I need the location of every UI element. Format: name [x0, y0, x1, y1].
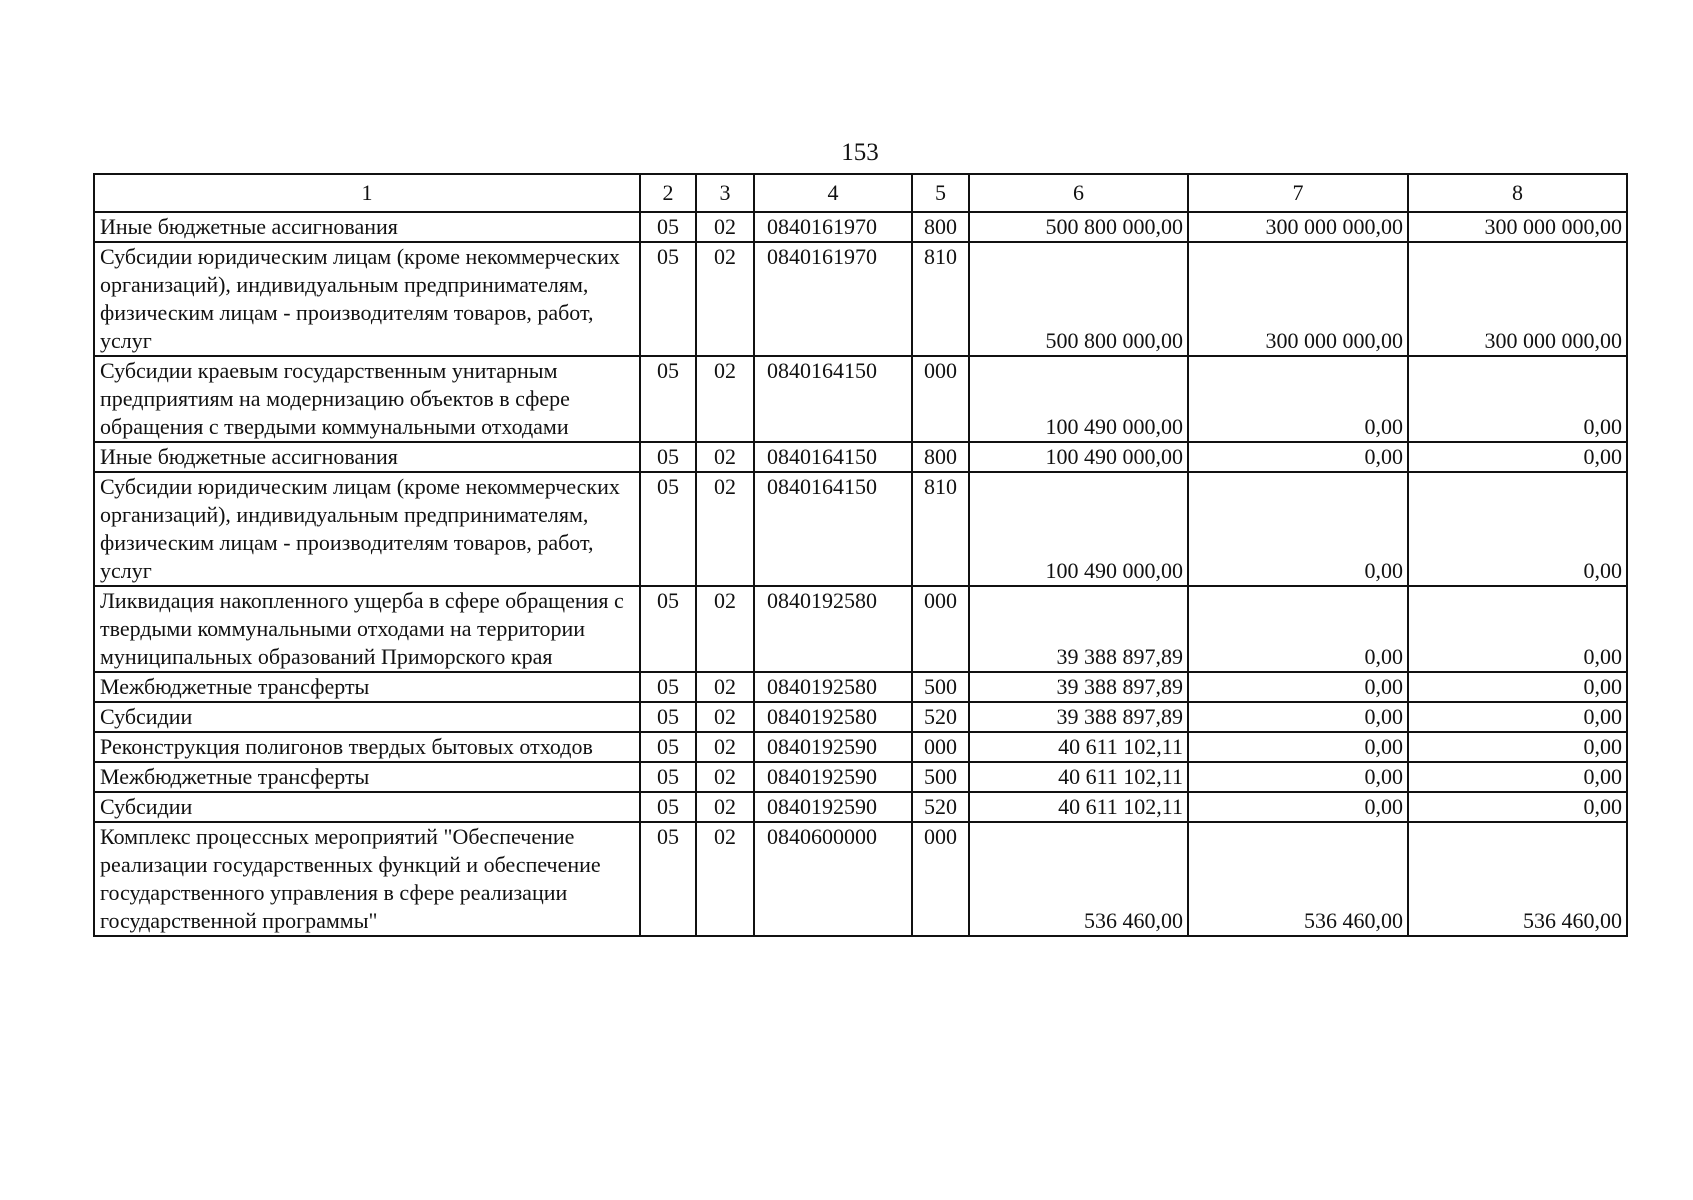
table-row [94, 212, 1627, 242]
row-section: 05 [640, 442, 696, 472]
row-amount-8: 0,00 [1408, 472, 1627, 586]
row-expense-type: 500 [912, 762, 969, 792]
header-cell-1: 1 [94, 174, 640, 212]
row-target-code: 0840161970 [754, 212, 912, 242]
row-amount-7: 0,00 [1188, 472, 1408, 586]
row-section: 05 [640, 472, 696, 586]
row-expense-type: 000 [912, 356, 969, 442]
row-expense-type: 520 [912, 702, 969, 732]
table-header [94, 174, 1627, 212]
header-cell-7: 7 [1188, 174, 1408, 212]
row-amount-6: 500 800 000,00 [969, 242, 1188, 356]
table-row [94, 242, 1627, 356]
row-subsection: 02 [696, 732, 754, 762]
row-amount-7: 300 000 000,00 [1188, 242, 1408, 356]
row-target-code: 0840192580 [754, 586, 912, 672]
row-amount-6: 100 490 000,00 [969, 442, 1188, 472]
row-subsection: 02 [696, 702, 754, 732]
header-cell-4: 4 [754, 174, 912, 212]
row-amount-7: 0,00 [1188, 442, 1408, 472]
row-section: 05 [640, 672, 696, 702]
row-subsection: 02 [696, 356, 754, 442]
row-expense-type: 000 [912, 732, 969, 762]
row-target-code: 0840192590 [754, 792, 912, 822]
row-name: Реконструкция полигонов твердых бытовых отходов [94, 732, 640, 762]
row-amount-6: 39 388 897,89 [969, 586, 1188, 672]
row-expense-type: 800 [912, 212, 969, 242]
row-name: Субсидии краевым государственным унитарным предприятиям на модернизацию объектов в сфере обращения с твердыми коммунальными отходами [94, 356, 640, 442]
row-section: 05 [640, 212, 696, 242]
row-amount-7: 300 000 000,00 [1188, 212, 1408, 242]
row-amount-8: 300 000 000,00 [1408, 212, 1627, 242]
row-name: Межбюджетные трансферты [94, 672, 640, 702]
row-expense-type: 500 [912, 672, 969, 702]
row-subsection: 02 [696, 212, 754, 242]
row-amount-6: 39 388 897,89 [969, 672, 1188, 702]
row-section: 05 [640, 702, 696, 732]
row-name: Ликвидация накопленного ущерба в сфере обращения с твердыми коммунальными отходами на территории муниципальных образований Приморского края [94, 586, 640, 672]
header-cell-5: 5 [912, 174, 969, 212]
row-name: Субсидии [94, 702, 640, 732]
row-amount-8: 0,00 [1408, 732, 1627, 762]
row-amount-7: 0,00 [1188, 672, 1408, 702]
row-section: 05 [640, 822, 696, 936]
row-expense-type: 810 [912, 242, 969, 356]
row-name: Иные бюджетные ассигнования [94, 212, 640, 242]
row-amount-6: 100 490 000,00 [969, 356, 1188, 442]
row-amount-8: 0,00 [1408, 442, 1627, 472]
row-amount-6: 100 490 000,00 [969, 472, 1188, 586]
row-target-code: 0840192590 [754, 732, 912, 762]
row-target-code: 0840164150 [754, 356, 912, 442]
table-row [94, 586, 1627, 672]
header-cell-3: 3 [696, 174, 754, 212]
row-amount-6: 40 611 102,11 [969, 792, 1188, 822]
row-amount-6: 536 460,00 [969, 822, 1188, 936]
row-section: 05 [640, 586, 696, 672]
row-amount-6: 40 611 102,11 [969, 732, 1188, 762]
row-expense-type: 800 [912, 442, 969, 472]
table-row [94, 442, 1627, 472]
row-subsection: 02 [696, 672, 754, 702]
row-target-code: 0840161970 [754, 242, 912, 356]
row-amount-8: 0,00 [1408, 702, 1627, 732]
row-amount-8: 300 000 000,00 [1408, 242, 1627, 356]
row-amount-8: 0,00 [1408, 792, 1627, 822]
table-row [94, 822, 1627, 936]
row-amount-7: 0,00 [1188, 792, 1408, 822]
row-expense-type: 810 [912, 472, 969, 586]
row-name: Межбюджетные трансферты [94, 762, 640, 792]
row-amount-7: 0,00 [1188, 732, 1408, 762]
row-name: Субсидии юридическим лицам (кроме некоммерческих организаций), индивидуальным предпринимателям, физическим лицам - производителям товаров, работ, услуг [94, 472, 640, 586]
row-subsection: 02 [696, 792, 754, 822]
row-target-code: 0840192590 [754, 762, 912, 792]
row-target-code: 0840164150 [754, 442, 912, 472]
row-subsection: 02 [696, 822, 754, 936]
row-section: 05 [640, 732, 696, 762]
page-number: 153 [841, 139, 879, 166]
row-amount-7: 0,00 [1188, 356, 1408, 442]
table-row [94, 762, 1627, 792]
row-amount-7: 0,00 [1188, 702, 1408, 732]
row-subsection: 02 [696, 442, 754, 472]
header-cell-6: 6 [969, 174, 1188, 212]
row-name: Иные бюджетные ассигнования [94, 442, 640, 472]
row-amount-6: 40 611 102,11 [969, 762, 1188, 792]
row-section: 05 [640, 762, 696, 792]
table-row [94, 792, 1627, 822]
row-amount-8: 0,00 [1408, 356, 1627, 442]
budget-table [93, 173, 1628, 937]
row-name: Субсидии [94, 792, 640, 822]
row-expense-type: 000 [912, 586, 969, 672]
table-row [94, 356, 1627, 442]
row-target-code: 0840164150 [754, 472, 912, 586]
row-expense-type: 520 [912, 792, 969, 822]
row-section: 05 [640, 792, 696, 822]
row-subsection: 02 [696, 762, 754, 792]
table-row [94, 702, 1627, 732]
row-amount-6: 39 388 897,89 [969, 702, 1188, 732]
table-row [94, 472, 1627, 586]
row-amount-7: 0,00 [1188, 586, 1408, 672]
row-subsection: 02 [696, 242, 754, 356]
row-amount-8: 536 460,00 [1408, 822, 1627, 936]
row-section: 05 [640, 242, 696, 356]
row-section: 05 [640, 356, 696, 442]
row-name: Комплекс процессных мероприятий "Обеспечение реализации государственных функций и обеспечение государственного управления в сфере реализации государственной программы" [94, 822, 640, 936]
row-expense-type: 000 [912, 822, 969, 936]
row-subsection: 02 [696, 586, 754, 672]
table-row [94, 732, 1627, 762]
row-target-code: 0840192580 [754, 672, 912, 702]
row-amount-6: 500 800 000,00 [969, 212, 1188, 242]
header-cell-8: 8 [1408, 174, 1627, 212]
row-name: Субсидии юридическим лицам (кроме некоммерческих организаций), индивидуальным предпринимателям, физическим лицам - производителям товаров, работ, услуг [94, 242, 640, 356]
row-subsection: 02 [696, 472, 754, 586]
table-row [94, 672, 1627, 702]
row-amount-7: 536 460,00 [1188, 822, 1408, 936]
row-amount-7: 0,00 [1188, 762, 1408, 792]
header-cell-2: 2 [640, 174, 696, 212]
row-target-code: 0840600000 [754, 822, 912, 936]
row-amount-8: 0,00 [1408, 762, 1627, 792]
header-row [94, 174, 1627, 212]
row-amount-8: 0,00 [1408, 672, 1627, 702]
row-target-code: 0840192580 [754, 702, 912, 732]
row-amount-8: 0,00 [1408, 586, 1627, 672]
